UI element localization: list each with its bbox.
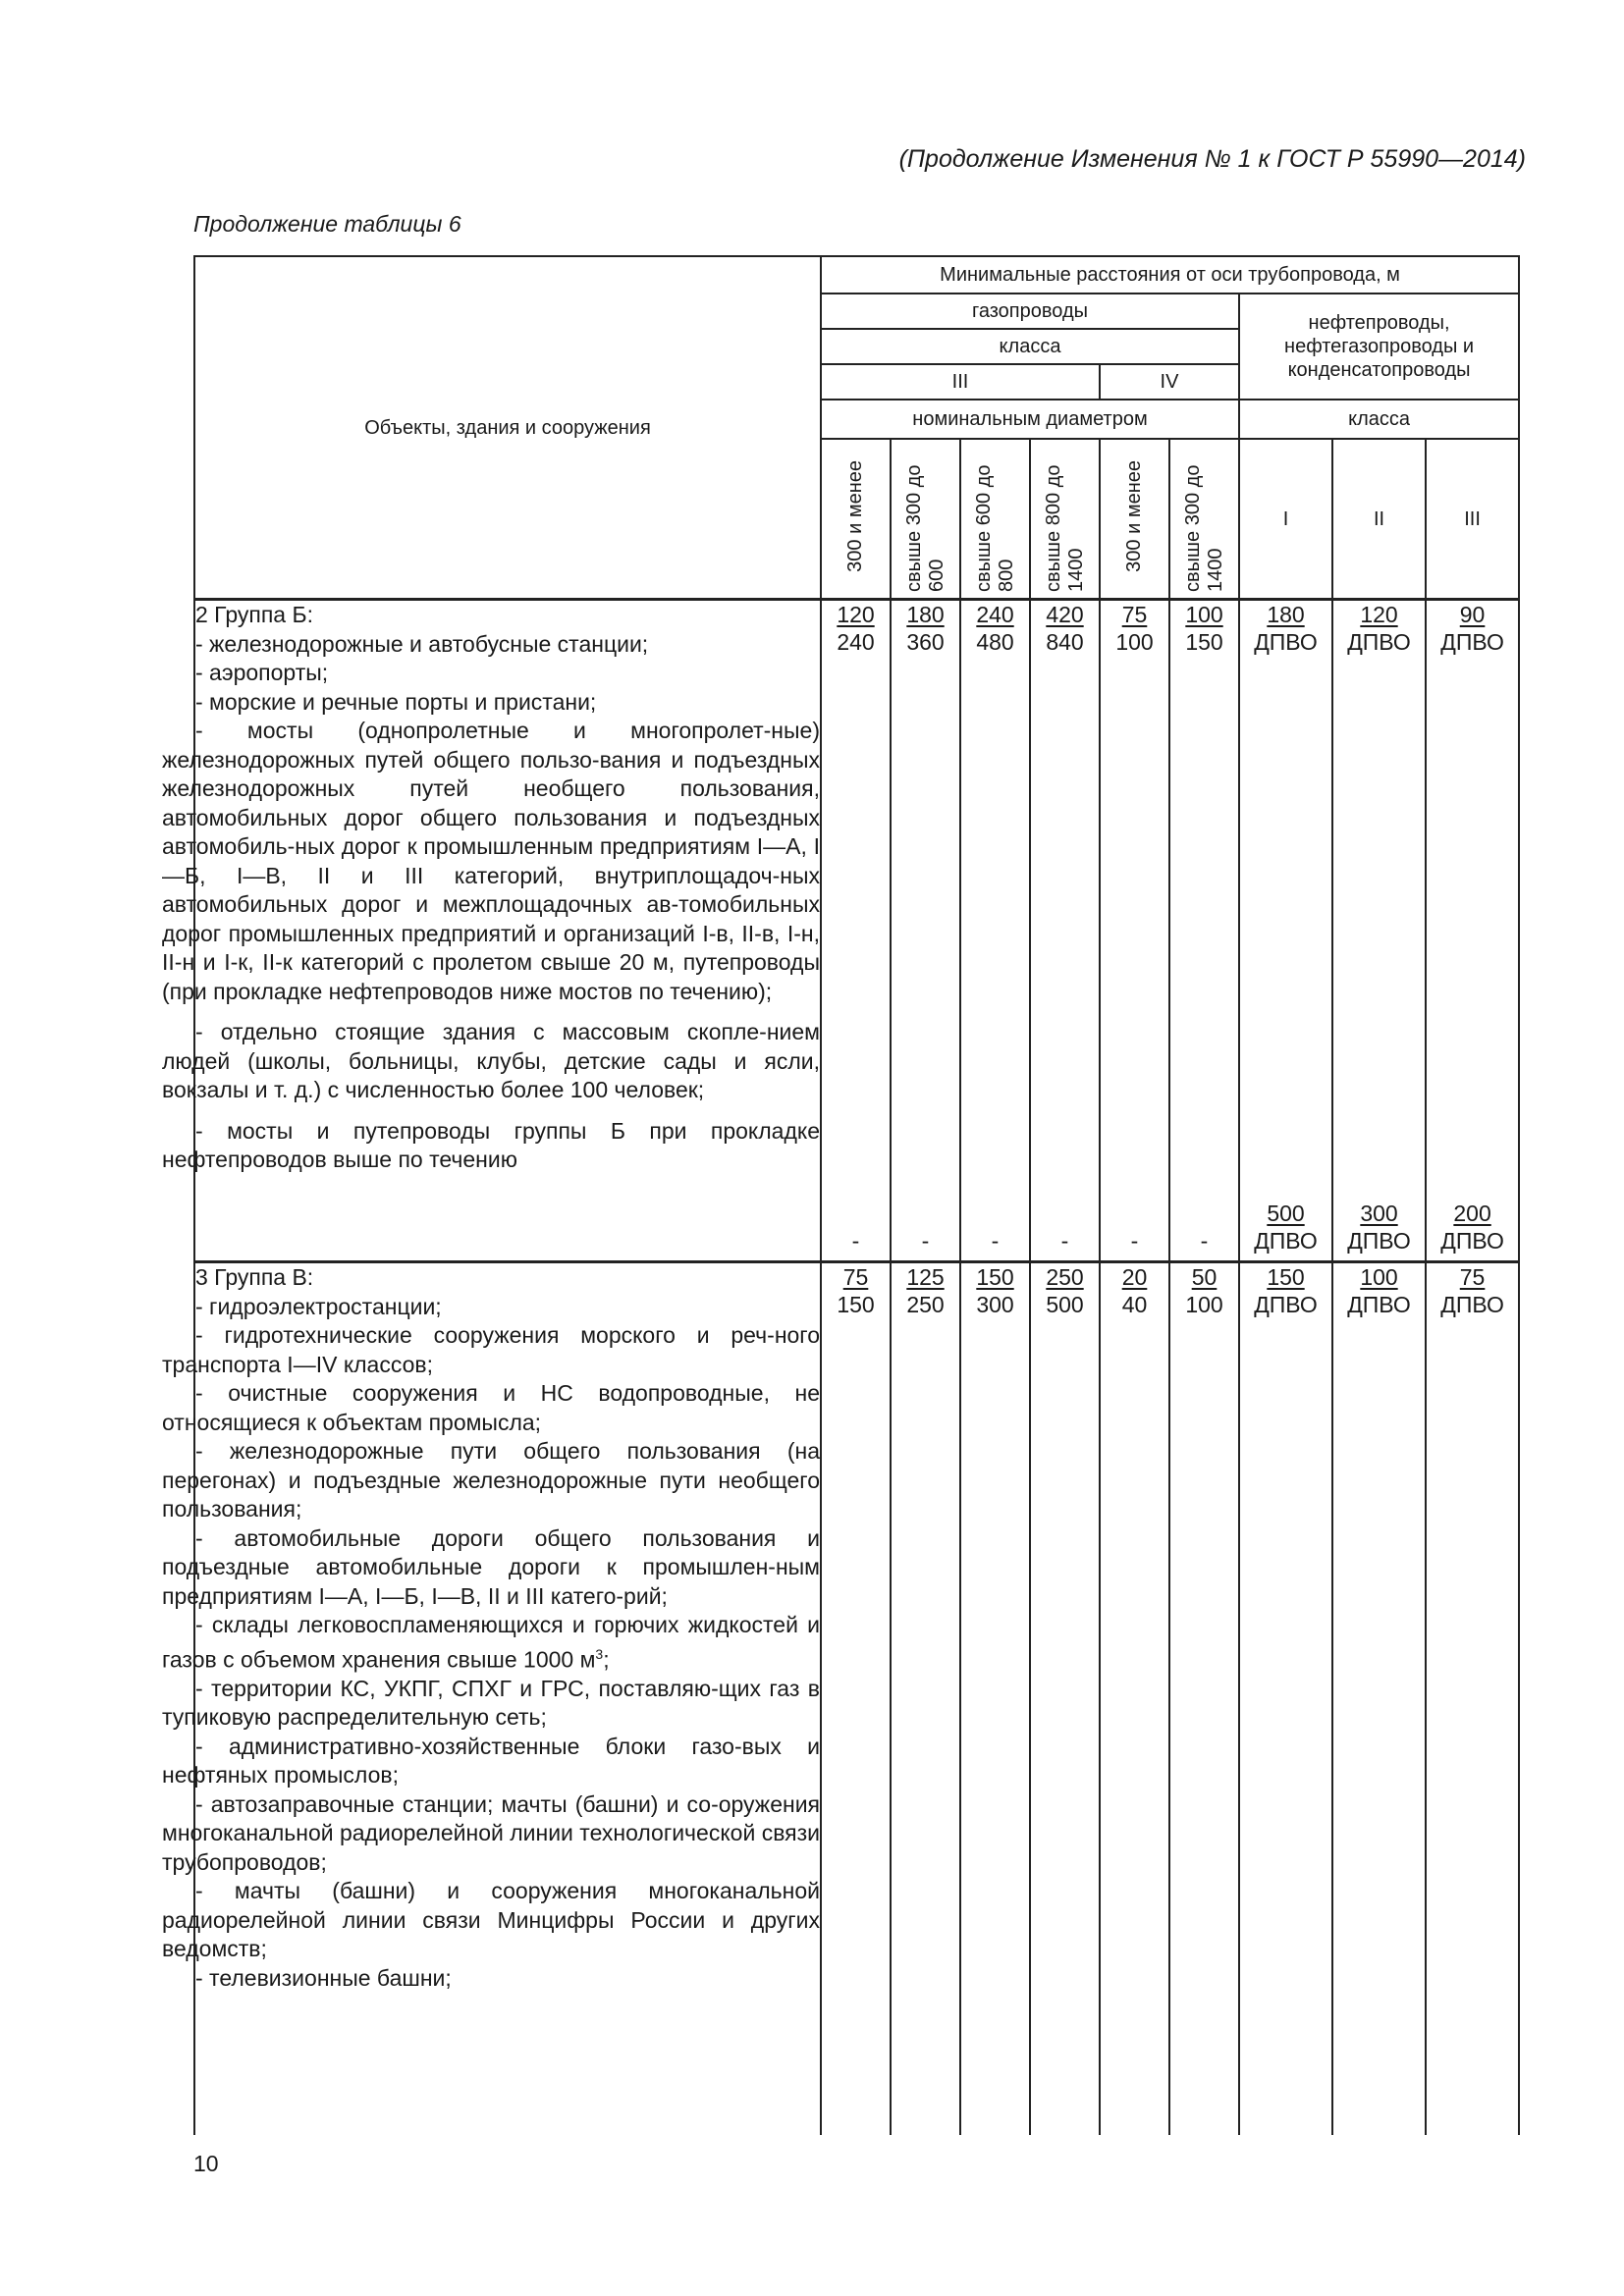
group-v-val-6: 50 100 — [1169, 1262, 1239, 2136]
group-b-val-5: 75 100 - — [1100, 600, 1169, 1262]
oil-class-col-ii: II — [1332, 439, 1426, 600]
group-b-val-1: 120 240 - — [821, 600, 891, 1262]
oil-class-col-i: I — [1239, 439, 1332, 600]
distances-table — [162, 255, 1520, 2135]
group-b-val-8: 120 ДПВО 300 ДПВО — [1332, 600, 1426, 1262]
continuation-note: (Продолжение Изменения № 1 к ГОСТ Р 55990—2014) — [898, 145, 1526, 173]
group-v-val-2: 125 250 — [891, 1262, 960, 2136]
group-v-val-9: 75 ДПВО — [1426, 1262, 1519, 2136]
group-b-val-3: 240 480 - — [960, 600, 1030, 1262]
diameter-col-6: свыше 300 до 1400 — [1169, 439, 1239, 600]
group-v-val-5: 20 40 — [1100, 1262, 1169, 2136]
diameter-col-4: свыше 800 до 1400 — [1030, 439, 1100, 600]
class-iv-header: IV — [1100, 364, 1239, 400]
oil-pipelines-header: нефтепроводы, нефтегазопроводы и конденсатопроводы — [1239, 294, 1519, 400]
group-b-description: 2 Группа Б: - железнодорожные и автобусные станции; - аэропорты; - морские и речные порты и пристани; - мосты (однопролетные и многопролет-ные) железнодорожных путей общего пользо-вания и подъездных железнодорожных путей необщего пользования, автомобильных дорог общего пользования и подъездных автомобиль-ных дорог к промышленным предприятиям I—А, I—Б, I—В, II и III категорий, внутриплощадоч-ных автомобильных дорог и межплощадочных ав-томобильных дорог промышленных предприятий и организаций I-в, II-в, I-н, II-н и I-к, II-к категорий с пролетом свыше 20 м, путепроводы (при прокладке нефтепроводов ниже мостов по течению); - отдельно стоящие здания с массовым скопле-нием людей (школы, больницы, клубы, детские сады и ясли, вокзалы и т. д.) с численностью более 100 человек; - мосты и путепроводы группы Б при прокладке нефтепроводов выше по течению — [194, 600, 821, 1262]
group-v-description: 3 Группа В: - гидроэлектростанции; - гидротехнические сооружения морского и реч-ного транспорта I—IV классов; - очистные сооружения и НС водопроводные, не относящиеся к объектам промысла; - железнодорожные пути общего пользования (на перегонах) и подъездные железнодорожные пути необщего пользования; - автомобильные дороги общего пользования и подъездные автомобильные дороги к промышлен-ным предприятиям I—А, I—Б, I—В, II и III катего-рий; - склады легковоспламеняющихся и горючих жидкостей и газов с объемом хранения свыше 1000 $м^3$; - территории КС, УКПГ, СПХГ и ГРС, поставляю-щих газ в тупиковую распределительную сеть; - административно-хозяйственные блоки газо-вых и нефтяных промыслов; - автозаправочные станции; мачты (башни) и со-оружения многоканальной радиорелейной линии технологической связи трубопроводов; - мачты (башни) и сооружения многоканальной радиорелейной линии связи Минцифры России и других ведомств; - телевизионные башни; — [194, 1262, 821, 2136]
group-v-val-8: 100 ДПВО — [1332, 1262, 1426, 2136]
group-v-val-1: 75 150 — [821, 1262, 891, 2136]
group-b-val-2: 180 360 - — [891, 600, 960, 1262]
group-b-val-4: 420 840 - — [1030, 600, 1100, 1262]
page-number: 10 — [193, 2151, 219, 2176]
group-b-val-6: 100 150 - — [1169, 600, 1239, 1262]
gas-class-header: класса — [821, 329, 1239, 364]
oil-class-col-iii: III — [1426, 439, 1519, 600]
group-b-val-7: 180 ДПВО 500 ДПВО — [1239, 600, 1332, 1262]
group-v-val-4: 250 500 — [1030, 1262, 1100, 2136]
diameter-col-1: 300 и менее — [821, 439, 891, 600]
table-caption: Продолжение таблицы 6 — [193, 211, 461, 237]
gas-pipelines-header: газопроводы — [821, 294, 1239, 329]
group-v-val-3: 150 300 — [960, 1262, 1030, 2136]
diameter-col-5: 300 и менее — [1100, 439, 1169, 600]
min-distance-header: Минимальные расстояния от оси трубопровода, м — [821, 256, 1519, 294]
nominal-diameter-header: номинальным диаметром — [821, 400, 1239, 439]
diameter-col-2: свыше 300 до 600 — [891, 439, 960, 600]
group-v-val-7: 150 ДПВО — [1239, 1262, 1332, 2136]
diameter-col-3: свыше 600 до 800 — [960, 439, 1030, 600]
table-row-group-b — [194, 600, 1519, 1262]
group-b-val-9: 90 ДПВО 200 ДПВО — [1426, 600, 1519, 1262]
objects-column-header: Объекты, здания и сооружения — [194, 256, 821, 600]
table-row-group-v — [194, 1262, 1519, 2136]
class-iii-header: III — [821, 364, 1100, 400]
oil-class-header: класса — [1239, 400, 1519, 439]
